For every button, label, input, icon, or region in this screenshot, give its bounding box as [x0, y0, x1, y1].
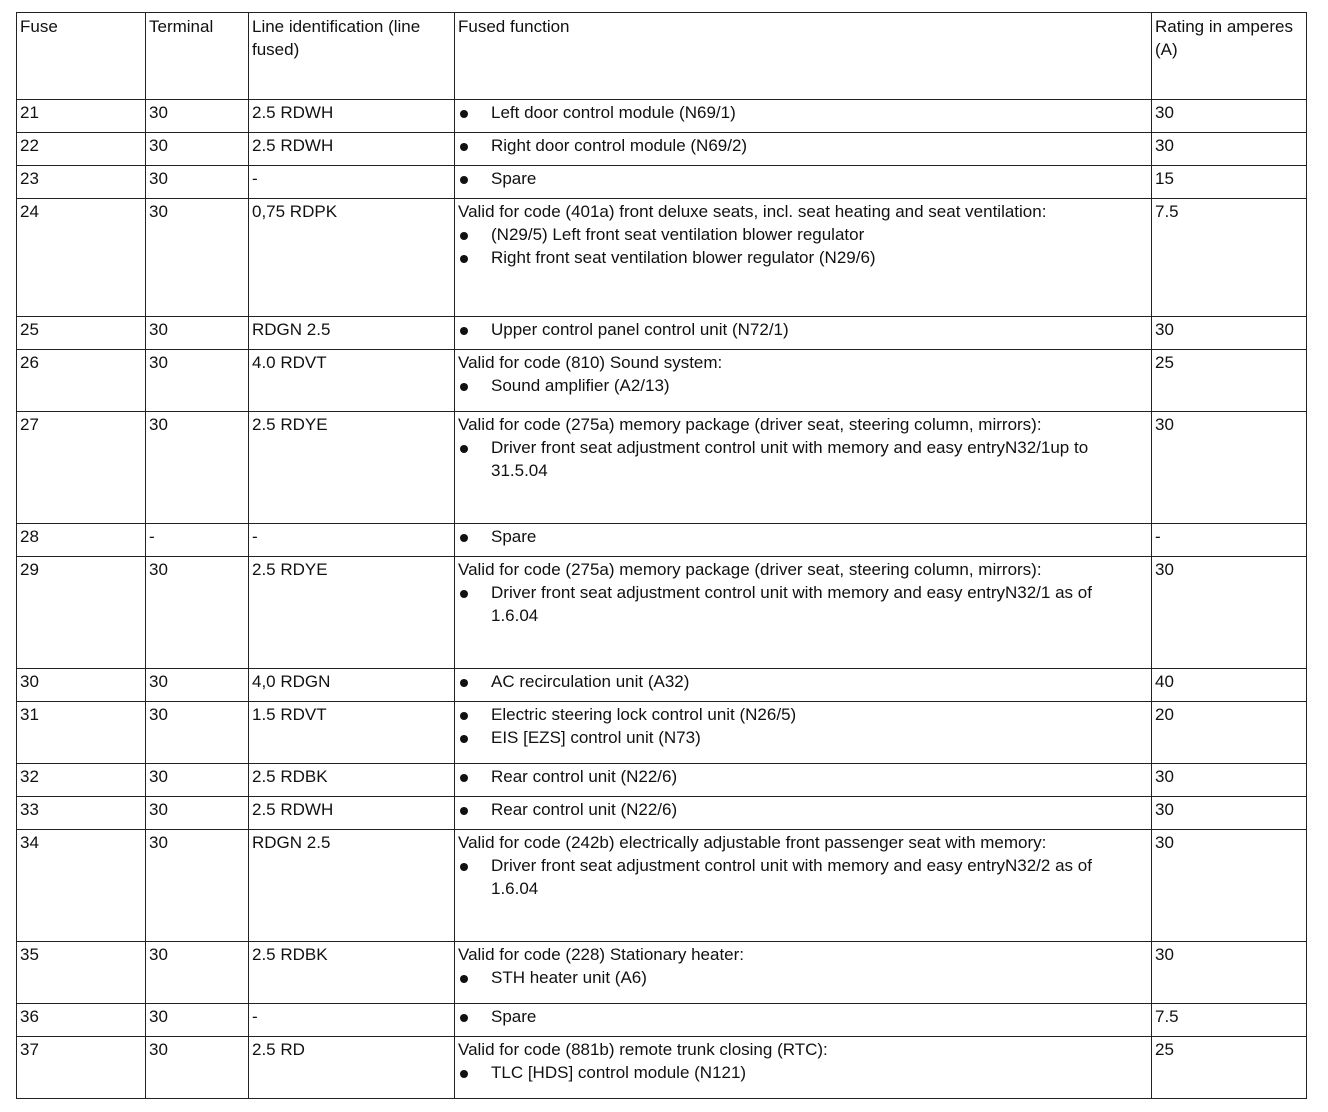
- line-identification-cell: 2.5 RDYE: [249, 412, 455, 524]
- fused-function-cell: [455, 942, 1152, 1004]
- rating-cell: 30: [1152, 100, 1307, 133]
- fused-function-cell: [455, 133, 1152, 166]
- terminal-cell: 30: [146, 199, 249, 317]
- line-identification-cell: -: [249, 524, 455, 557]
- table-row: [17, 350, 1307, 412]
- table-row: [17, 557, 1307, 669]
- line-identification-cell: 2.5 RDYE: [249, 557, 455, 669]
- fuse-number-cell: 34: [17, 830, 146, 942]
- table-row: [17, 702, 1307, 764]
- function-intro-text: Valid for code (810) Sound system:: [458, 353, 723, 372]
- function-bullet-text: Spare: [491, 169, 537, 188]
- bullet-dot-icon: [460, 143, 468, 151]
- header-fuse: Fuse: [17, 13, 146, 100]
- function-bullet-list: [458, 167, 1148, 190]
- line-identification-cell: 2.5 RDWH: [249, 100, 455, 133]
- function-bullet-text: Right door control module (N69/2): [491, 136, 748, 155]
- terminal-cell: 30: [146, 942, 249, 1004]
- function-bullet-item: [458, 798, 1148, 821]
- function-bullet-item: [458, 1061, 1148, 1084]
- table-row: [17, 797, 1307, 830]
- function-bullet-list: [458, 1061, 1148, 1084]
- function-bullet-list: [458, 966, 1148, 989]
- function-bullet-text: Left door control module (N69/1): [491, 103, 736, 122]
- fuse-number-cell: 35: [17, 942, 146, 1004]
- header-rating: Rating in amperes (A): [1152, 13, 1307, 100]
- bullet-dot-icon: [460, 383, 468, 391]
- bullet-dot-icon: [460, 712, 468, 720]
- fused-function-cell: [455, 764, 1152, 797]
- fused-function-cell: [455, 100, 1152, 133]
- function-intro-text: Valid for code (275a) memory package (driver seat, steering column, mirrors):: [458, 560, 1042, 579]
- line-identification-cell: 2.5 RDBK: [249, 942, 455, 1004]
- bullet-dot-icon: [460, 445, 468, 453]
- terminal-cell: 30: [146, 764, 249, 797]
- terminal-cell: 30: [146, 350, 249, 412]
- bullet-dot-icon: [460, 1014, 468, 1022]
- bullet-dot-icon: [460, 534, 468, 542]
- table-row: [17, 317, 1307, 350]
- function-bullet-text: Right front seat ventilation blower regulator (N29/6): [491, 248, 876, 267]
- fused-function-cell: [455, 797, 1152, 830]
- header-terminal: Terminal: [146, 13, 249, 100]
- rating-cell: 25: [1152, 350, 1307, 412]
- function-bullet-item: [458, 765, 1148, 788]
- line-identification-cell: 2.5 RD: [249, 1037, 455, 1099]
- function-bullet-text: Driver front seat adjustment control unit with memory and easy entryN32/1 as of 1.6.04: [491, 583, 1092, 625]
- function-bullet-list: [458, 223, 1148, 269]
- rating-cell: 15: [1152, 166, 1307, 199]
- bullet-dot-icon: [460, 176, 468, 184]
- fuse-number-cell: 31: [17, 702, 146, 764]
- terminal-cell: -: [146, 524, 249, 557]
- function-bullet-item: [458, 167, 1148, 190]
- function-bullet-text: Driver front seat adjustment control unit with memory and easy entryN32/1up to 31.5.04: [491, 438, 1089, 480]
- rating-cell: 30: [1152, 942, 1307, 1004]
- function-bullet-item: [458, 223, 1148, 246]
- rating-cell: 30: [1152, 830, 1307, 942]
- function-bullet-text: Sound amplifier (A2/13): [491, 376, 670, 395]
- table-row: [17, 166, 1307, 199]
- function-bullet-list: [458, 134, 1148, 157]
- function-intro-text: Valid for code (228) Stationary heater:: [458, 945, 745, 964]
- header-line-identification: Line identification (line fused): [249, 13, 455, 100]
- bullet-dot-icon: [460, 232, 468, 240]
- function-bullet-list: [458, 101, 1148, 124]
- function-bullet-list: [458, 703, 1148, 749]
- function-bullet-text: Upper control panel control unit (N72/1): [491, 320, 789, 339]
- function-bullet-item: [458, 670, 1148, 693]
- function-intro-text: Valid for code (275a) memory package (driver seat, steering column, mirrors):: [458, 415, 1042, 434]
- table-row: [17, 199, 1307, 317]
- line-identification-cell: -: [249, 1004, 455, 1037]
- fused-function-cell: [455, 317, 1152, 350]
- fused-function-cell: [455, 1004, 1152, 1037]
- terminal-cell: 30: [146, 797, 249, 830]
- bullet-dot-icon: [460, 590, 468, 598]
- function-bullet-list: [458, 581, 1148, 627]
- table-row: [17, 524, 1307, 557]
- fuse-number-cell: 24: [17, 199, 146, 317]
- table-row: [17, 669, 1307, 702]
- line-identification-cell: RDGN 2.5: [249, 317, 455, 350]
- function-bullet-item: [458, 966, 1148, 989]
- line-identification-cell: 4,0 RDGN: [249, 669, 455, 702]
- fuse-number-cell: 22: [17, 133, 146, 166]
- terminal-cell: 30: [146, 557, 249, 669]
- fused-function-cell: [455, 557, 1152, 669]
- function-intro-text: Valid for code (242b) electrically adjustable front passenger seat with memory:: [458, 833, 1047, 852]
- function-bullet-text: Spare: [491, 527, 537, 546]
- rating-cell: 30: [1152, 317, 1307, 350]
- line-identification-cell: -: [249, 166, 455, 199]
- rating-cell: 30: [1152, 797, 1307, 830]
- rating-cell: 20: [1152, 702, 1307, 764]
- line-identification-cell: 2.5 RDWH: [249, 797, 455, 830]
- bullet-dot-icon: [460, 774, 468, 782]
- function-bullet-text: Rear control unit (N22/6): [491, 800, 678, 819]
- bullet-dot-icon: [460, 110, 468, 118]
- function-bullet-item: [458, 318, 1148, 341]
- fused-function-cell: [455, 199, 1152, 317]
- table-row: [17, 412, 1307, 524]
- function-bullet-item: [458, 854, 1148, 900]
- terminal-cell: 30: [146, 702, 249, 764]
- table-row: [17, 100, 1307, 133]
- function-bullet-text: STH heater unit (A6): [491, 968, 647, 987]
- fuse-number-cell: 27: [17, 412, 146, 524]
- fused-function-cell: [455, 524, 1152, 557]
- table-row: [17, 133, 1307, 166]
- fused-function-cell: [455, 412, 1152, 524]
- table-row: [17, 1004, 1307, 1037]
- function-bullet-text: Driver front seat adjustment control unit with memory and easy entryN32/2 as of 1.6.04: [491, 856, 1092, 898]
- function-bullet-item: [458, 436, 1148, 482]
- fused-function-cell: [455, 166, 1152, 199]
- function-intro-text: Valid for code (881b) remote trunk closing (RTC):: [458, 1040, 828, 1059]
- table-row: [17, 764, 1307, 797]
- fuse-number-cell: 33: [17, 797, 146, 830]
- header-fused-function: Fused function: [455, 13, 1152, 100]
- bullet-dot-icon: [460, 255, 468, 263]
- line-identification-cell: 2.5 RDBK: [249, 764, 455, 797]
- function-bullet-list: [458, 854, 1148, 900]
- function-bullet-text: (N29/5) Left front seat ventilation blower regulator: [491, 225, 865, 244]
- fused-function-cell: [455, 830, 1152, 942]
- fuse-number-cell: 25: [17, 317, 146, 350]
- table-row: [17, 830, 1307, 942]
- terminal-cell: 30: [146, 1004, 249, 1037]
- table-row: [17, 1037, 1307, 1099]
- function-bullet-list: [458, 525, 1148, 548]
- function-bullet-text: AC recirculation unit (A32): [491, 672, 690, 691]
- function-bullet-item: [458, 134, 1148, 157]
- rating-cell: 40: [1152, 669, 1307, 702]
- bullet-dot-icon: [460, 975, 468, 983]
- function-bullet-list: [458, 1005, 1148, 1028]
- terminal-cell: 30: [146, 669, 249, 702]
- terminal-cell: 30: [146, 412, 249, 524]
- bullet-dot-icon: [460, 327, 468, 335]
- rating-cell: 25: [1152, 1037, 1307, 1099]
- function-bullet-text: Electric steering lock control unit (N26/5): [491, 705, 797, 724]
- function-bullet-item: [458, 1005, 1148, 1028]
- fused-function-cell: [455, 1037, 1152, 1099]
- fused-function-cell: [455, 350, 1152, 412]
- line-identification-cell: 0,75 RDPK: [249, 199, 455, 317]
- fuse-number-cell: 21: [17, 100, 146, 133]
- function-bullet-item: [458, 525, 1148, 548]
- function-bullet-item: [458, 581, 1148, 627]
- terminal-cell: 30: [146, 166, 249, 199]
- table-row: [17, 942, 1307, 1004]
- fused-function-cell: [455, 669, 1152, 702]
- rating-cell: -: [1152, 524, 1307, 557]
- function-bullet-list: [458, 670, 1148, 693]
- line-identification-cell: 4.0 RDVT: [249, 350, 455, 412]
- fuse-number-cell: 23: [17, 166, 146, 199]
- fuse-number-cell: 30: [17, 669, 146, 702]
- fuse-number-cell: 32: [17, 764, 146, 797]
- function-bullet-text: Rear control unit (N22/6): [491, 767, 678, 786]
- rating-cell: 30: [1152, 764, 1307, 797]
- fuse-rows: [17, 100, 1307, 1099]
- fuse-number-cell: 36: [17, 1004, 146, 1037]
- fuse-table: [16, 12, 1307, 1099]
- terminal-cell: 30: [146, 100, 249, 133]
- function-bullet-list: [458, 798, 1148, 821]
- function-bullet-item: [458, 703, 1148, 726]
- function-bullet-text: TLC [HDS] control module (N121): [491, 1063, 747, 1082]
- rating-cell: 30: [1152, 557, 1307, 669]
- function-bullet-text: Spare: [491, 1007, 537, 1026]
- bullet-dot-icon: [460, 1070, 468, 1078]
- function-bullet-item: [458, 726, 1148, 749]
- header-row: [17, 13, 1307, 100]
- rating-cell: 30: [1152, 412, 1307, 524]
- rating-cell: 30: [1152, 133, 1307, 166]
- function-bullet-list: [458, 318, 1148, 341]
- rating-cell: 7.5: [1152, 199, 1307, 317]
- bullet-dot-icon: [460, 679, 468, 687]
- function-bullet-list: [458, 765, 1148, 788]
- rating-cell: 7.5: [1152, 1004, 1307, 1037]
- function-bullet-list: [458, 374, 1148, 397]
- fuse-number-cell: 28: [17, 524, 146, 557]
- fuse-number-cell: 37: [17, 1037, 146, 1099]
- line-identification-cell: 1.5 RDVT: [249, 702, 455, 764]
- function-bullet-item: [458, 101, 1148, 124]
- line-identification-cell: RDGN 2.5: [249, 830, 455, 942]
- fused-function-cell: [455, 702, 1152, 764]
- bullet-dot-icon: [460, 863, 468, 871]
- function-bullet-text: EIS [EZS] control unit (N73): [491, 728, 701, 747]
- function-intro-text: Valid for code (401a) front deluxe seats, incl. seat heating and seat ventilation:: [458, 202, 1047, 221]
- fuse-number-cell: 29: [17, 557, 146, 669]
- terminal-cell: 30: [146, 1037, 249, 1099]
- function-bullet-item: [458, 246, 1148, 269]
- function-bullet-list: [458, 436, 1148, 482]
- bullet-dot-icon: [460, 735, 468, 743]
- terminal-cell: 30: [146, 830, 249, 942]
- terminal-cell: 30: [146, 317, 249, 350]
- terminal-cell: 30: [146, 133, 249, 166]
- line-identification-cell: 2.5 RDWH: [249, 133, 455, 166]
- function-bullet-item: [458, 374, 1148, 397]
- fuse-number-cell: 26: [17, 350, 146, 412]
- bullet-dot-icon: [460, 807, 468, 815]
